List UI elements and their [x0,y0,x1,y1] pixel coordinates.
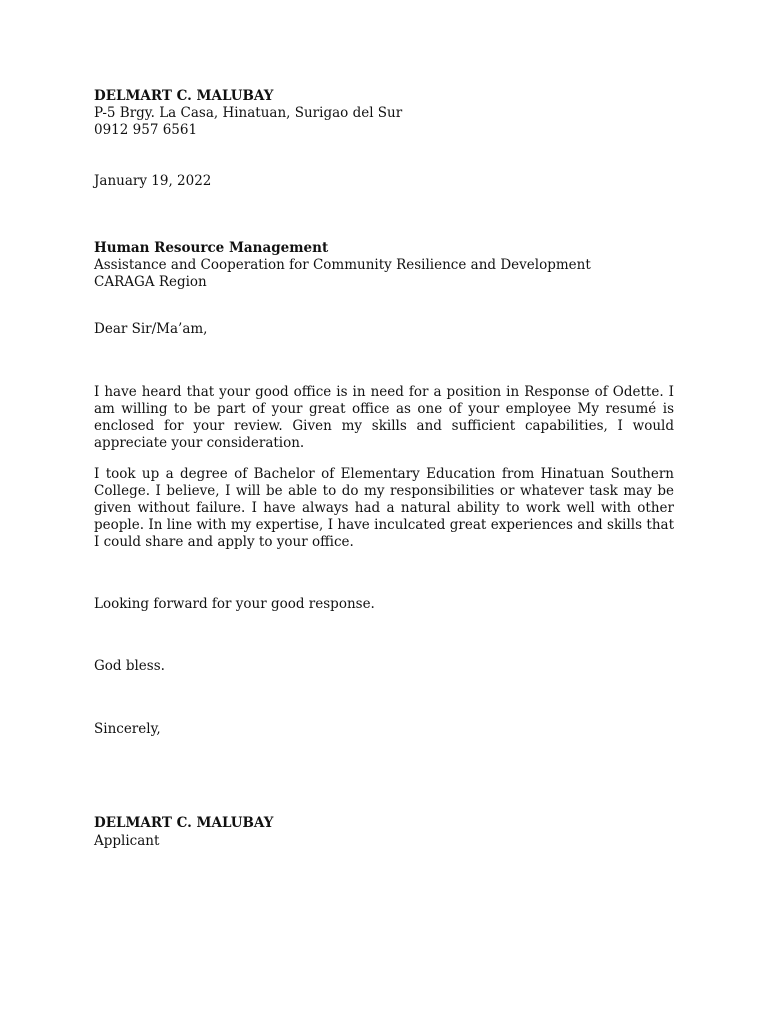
blessing: God bless. [94,658,165,674]
salutation: Dear Sir/Ma’am, [94,321,208,337]
recipient-region: CARAGA Region [94,274,207,290]
complimentary-close: Sincerely, [94,721,161,737]
body-paragraph-1: I have heard that your good office is in need for a position in Response of Odette. I am willing to be part of your great office as one of your employee My resumé is enclosed for your review. Given my skills and sufficient capabilities, I would appreciate your consideration. [94,384,674,451]
sender-phone: 0912 957 6561 [94,122,198,138]
sender-address: P-5 Brgy. La Casa, Hinatuan, Surigao del Sur [94,105,403,121]
recipient-organization: Assistance and Cooperation for Community Resilience and Development [94,257,591,273]
body-paragraph-2: I took up a degree of Bachelor of Elementary Education from Hinatuan Southern College. I believe, I will be able to do my responsibilities or whatever task may be given without failure. I have always had a natural ability to work well with other people. In line with my expertise, I have inculcated great experiences and skills that I could share and apply to your office. [94,466,674,550]
sender-name: DELMART C. MALUBAY [94,88,274,104]
recipient-department: Human Resource Management [94,240,329,256]
signature-title: Applicant [94,833,160,849]
letter-date: January 19, 2022 [94,173,212,189]
signature-name: DELMART C. MALUBAY [94,815,274,831]
closing-line: Looking forward for your good response. [94,596,375,612]
